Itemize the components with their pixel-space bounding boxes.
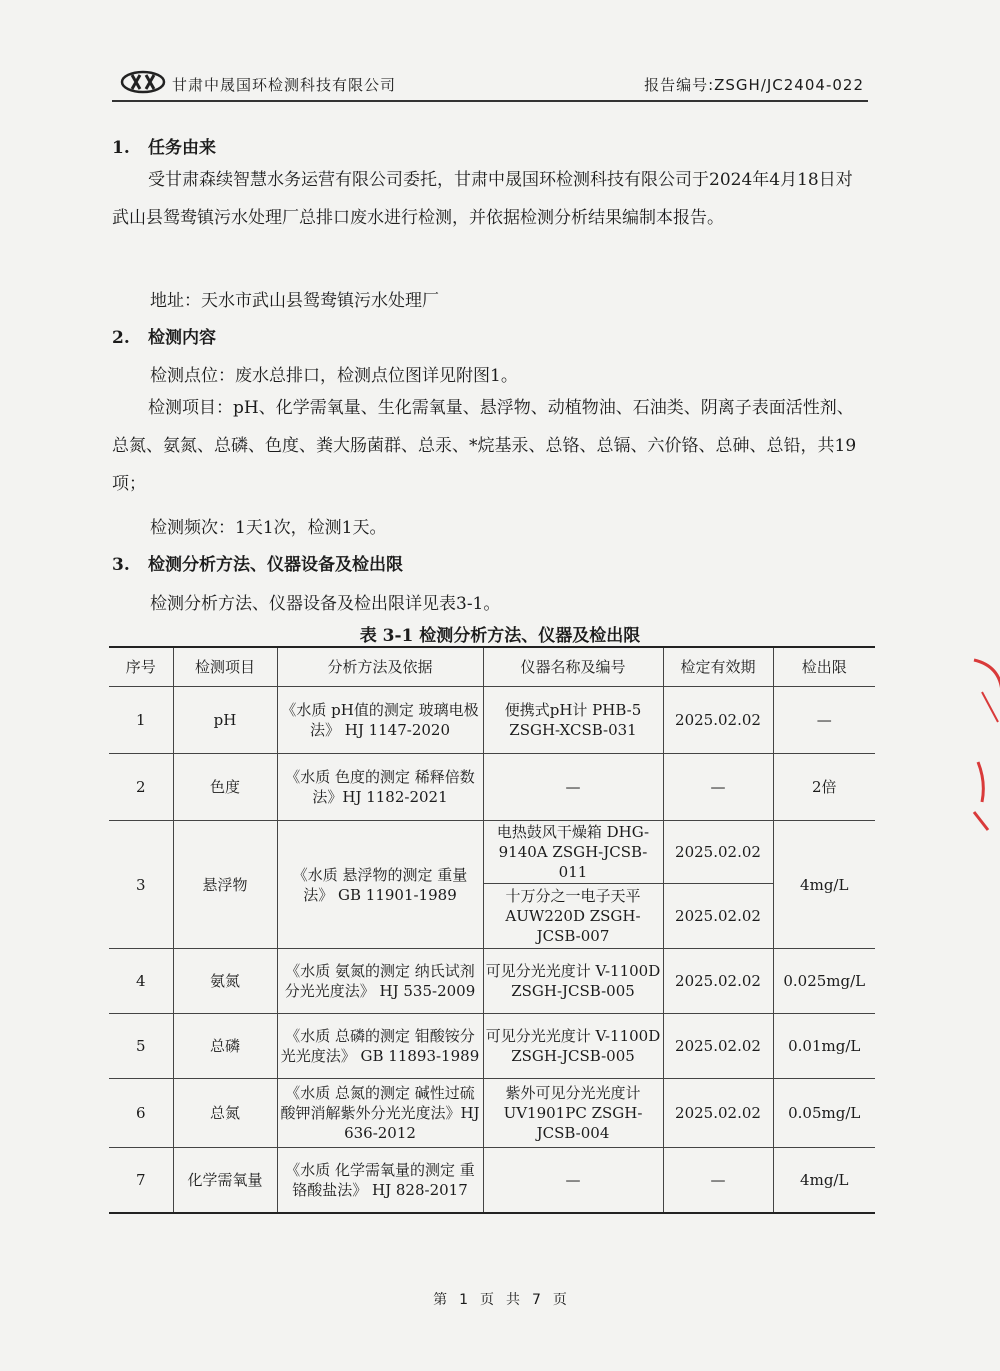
cell-item: pH bbox=[173, 687, 277, 754]
cell-instrument: 可见分光光度计 V-1100D ZSGH-JCSB-005 bbox=[483, 949, 663, 1014]
cell-instrument: 可见分光光度计 V-1100D ZSGH-JCSB-005 bbox=[483, 1014, 663, 1079]
table-row bbox=[109, 1079, 875, 1148]
total-pages: 7 bbox=[532, 1292, 541, 1308]
report-number: 报告编号:ZSGH/JC2404-022 bbox=[644, 76, 864, 94]
table-row bbox=[109, 754, 875, 821]
cell-method: 《水质 pH值的测定 玻璃电极法》 HJ 1147-2020 bbox=[277, 687, 483, 754]
cell-no: 2 bbox=[109, 754, 173, 821]
section-2-frequency: 检测频次：1天1次，检测1天。 bbox=[150, 518, 387, 538]
section-2-point: 检测点位：废水总排口，检测点位图详见附图1。 bbox=[150, 366, 518, 386]
header-method: 分析方法及依据 bbox=[277, 647, 483, 687]
table-row bbox=[109, 821, 875, 884]
cell-instrument: — bbox=[483, 754, 663, 821]
section-3-paragraph: 检测分析方法、仪器设备及检出限详见表3-1。 bbox=[150, 594, 501, 614]
section-1-heading: 1. 任务由来 bbox=[112, 138, 216, 158]
cell-valid: 2025.02.02 bbox=[663, 687, 773, 754]
cell-no: 6 bbox=[109, 1079, 173, 1148]
company-logo-icon bbox=[120, 70, 166, 94]
cell-valid: 2025.02.02 bbox=[663, 1079, 773, 1148]
header-instrument: 仪器名称及编号 bbox=[483, 647, 663, 687]
cell-method: 《水质 悬浮物的测定 重量法》 GB 11901-1989 bbox=[277, 821, 483, 949]
cell-no: 3 bbox=[109, 821, 173, 949]
cell-valid: — bbox=[663, 754, 773, 821]
cell-no: 1 bbox=[109, 687, 173, 754]
cell-valid: 2025.02.02 bbox=[663, 821, 773, 884]
methods-table bbox=[109, 646, 875, 1214]
cell-instrument: — bbox=[483, 1148, 663, 1214]
section-2-items: 检测项目：pH、化学需氧量、生化需氧量、悬浮物、动植物油、石油类、阴离子表面活性剂、总氮、氨氮、总磷、色度、粪大肠菌群、总汞、*烷基汞、总铬、总镉、六价铬、总砷、总铅，共19项； bbox=[112, 398, 857, 494]
header-no: 序号 bbox=[109, 647, 173, 687]
current-page: 1 bbox=[459, 1292, 468, 1308]
cell-valid: 2025.02.02 bbox=[663, 1014, 773, 1079]
cell-limit: 4mg/L bbox=[773, 1148, 875, 1214]
header-valid: 检定有效期 bbox=[663, 647, 773, 687]
header-item: 检测项目 bbox=[173, 647, 277, 687]
cell-limit: 0.01mg/L bbox=[773, 1014, 875, 1079]
table-header-row bbox=[109, 647, 875, 687]
cell-item: 化学需氧量 bbox=[173, 1148, 277, 1214]
cell-item: 氨氮 bbox=[173, 949, 277, 1014]
page-header bbox=[112, 70, 868, 102]
cell-no: 7 bbox=[109, 1148, 173, 1214]
page-footer: 第 1 页 共 7 页 bbox=[433, 1292, 567, 1308]
cell-instrument: 电热鼓风干燥箱 DHG-9140A ZSGH-JCSB-011 bbox=[483, 821, 663, 884]
section-1-address: 地址：天水市武山县鸳鸯镇污水处理厂 bbox=[150, 291, 439, 311]
cell-item: 悬浮物 bbox=[173, 821, 277, 949]
cell-method: 《水质 总氮的测定 碱性过硫酸钾消解紫外分光光度法》HJ 636-2012 bbox=[277, 1079, 483, 1148]
cell-limit: — bbox=[773, 687, 875, 754]
cell-item: 总氮 bbox=[173, 1079, 277, 1148]
cell-method: 《水质 总磷的测定 钼酸铵分光光度法》 GB 11893-1989 bbox=[277, 1014, 483, 1079]
company-name: 甘肃中晟国环检测科技有限公司 bbox=[172, 76, 397, 94]
cell-valid: — bbox=[663, 1148, 773, 1214]
cell-no: 5 bbox=[109, 1014, 173, 1079]
table-row bbox=[109, 1148, 875, 1214]
section-2-heading: 2. 检测内容 bbox=[112, 328, 216, 348]
section-3-heading: 3. 检测分析方法、仪器设备及检出限 bbox=[112, 555, 403, 575]
red-seal-stamp-icon bbox=[968, 652, 1000, 832]
table-row bbox=[109, 1014, 875, 1079]
cell-limit: 2倍 bbox=[773, 754, 875, 821]
cell-valid: 2025.02.02 bbox=[663, 949, 773, 1014]
cell-limit: 4mg/L bbox=[773, 821, 875, 949]
cell-limit: 0.05mg/L bbox=[773, 1079, 875, 1148]
cell-method: 《水质 色度的测定 稀释倍数法》HJ 1182-2021 bbox=[277, 754, 483, 821]
cell-instrument: 十万分之一电子天平 AUW220D ZSGH-JCSB-007 bbox=[483, 884, 663, 949]
cell-method: 《水质 化学需氧量的测定 重铬酸盐法》 HJ 828-2017 bbox=[277, 1148, 483, 1214]
cell-valid: 2025.02.02 bbox=[663, 884, 773, 949]
cell-item: 总磷 bbox=[173, 1014, 277, 1079]
header-limit: 检出限 bbox=[773, 647, 875, 687]
cell-instrument: 便携式pH计 PHB-5 ZSGH-XCSB-031 bbox=[483, 687, 663, 754]
cell-item: 色度 bbox=[173, 754, 277, 821]
cell-instrument: 紫外可见分光光度计 UV1901PC ZSGH-JCSB-004 bbox=[483, 1079, 663, 1148]
table-row bbox=[109, 687, 875, 754]
section-1-paragraph: 受甘肃森续智慧水务运营有限公司委托，甘肃中晟国环检测科技有限公司于2024年4月18日对武山县鸳鸯镇污水处理厂总排口废水进行检测，并依据检测分析结果编制本报告。 bbox=[112, 170, 853, 228]
table-caption: 表 3-1 检测分析方法、仪器及检出限 bbox=[359, 626, 641, 646]
cell-method: 《水质 氨氮的测定 纳氏试剂分光光度法》 HJ 535-2009 bbox=[277, 949, 483, 1014]
cell-no: 4 bbox=[109, 949, 173, 1014]
table-row bbox=[109, 949, 875, 1014]
cell-limit: 0.025mg/L bbox=[773, 949, 875, 1014]
